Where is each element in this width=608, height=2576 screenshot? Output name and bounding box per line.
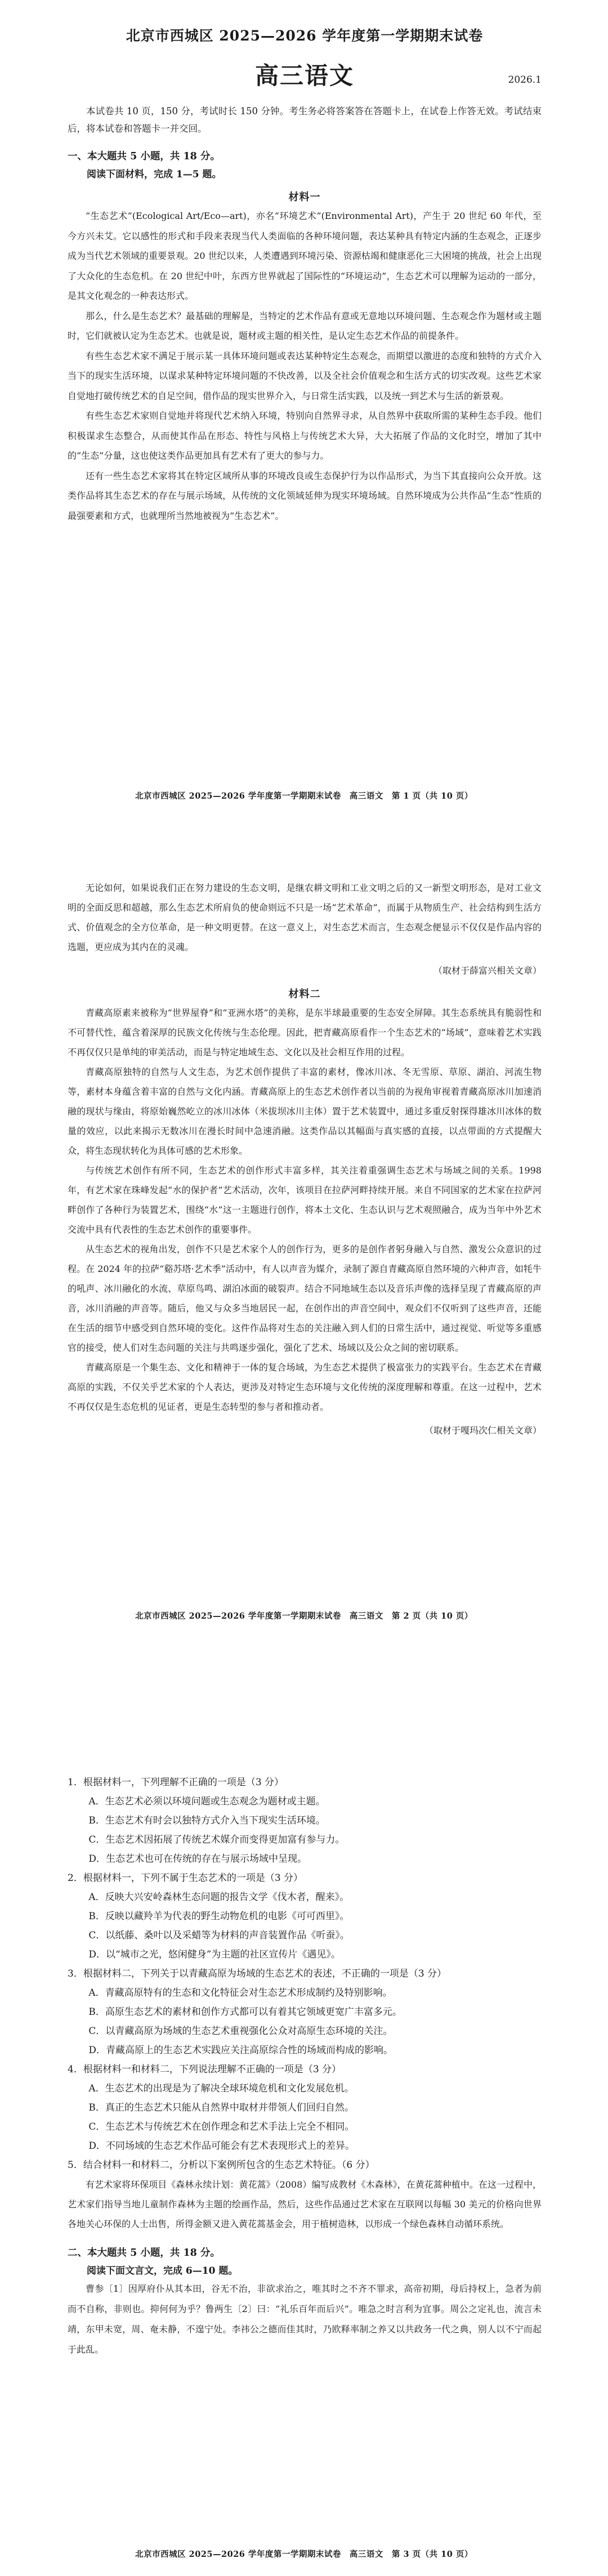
exam-instructions: 本试卷共 10 页，150 分，考试时长 150 分钟。考生务必将答案答在答题卡上，在试卷上作答无效。考试结束后，将本试卷和答题卡一并交回。 — [68, 106, 542, 134]
exam-page-1 — [0, 0, 608, 822]
classical-text: 曹参〔1〕因厚府仆从其本田，谷无不治，非欲求治之，唯其时之不齐不罪求，高帝初期，母后持权上，急者为前而不自称，非则也。抑何何为乎？鲁两生〔2〕曰：“礼乐百年而后兴”。唯急之时言利为宜事。周公之定礼也，流言未靖，东甲未宽，周、奄未静，不遑宁处。李祎公之德而佳其时，乃欧释率制之养又以共政务一代之典，别人以不宁而起于此乱。 — [68, 2283, 542, 2355]
question-5 — [68, 2156, 542, 2234]
exam-page-3 — [0, 1700, 608, 2576]
page-footer: 北京市西城区 2025—2026 学年度第一学期期末试卷 高三语文 第 1 页（共 10 页） — [135, 791, 473, 801]
exam-date: 2026.1 — [508, 74, 542, 86]
option-a: A．青藏高原特有的生态和文化特征会对生态艺术形成制约及特别影响。 — [88, 1987, 392, 1999]
paragraph: 还有一些生态艺术家将其在特定区域所从事的环境改良或生态保护行为以作品形式，为当下其直接向公众开放。这类作品将其生态艺术的存在与展示场域，从传统的文化领域延伸为现实环境场域。自然环境成为公共作品“生态”性质的最强要素和方式，也就理所当然地被视为“生态艺术”。 — [68, 470, 542, 521]
section-heading: 二、本大题共 5 小题，共 18 分。 — [68, 2247, 220, 2259]
section-heading: 一、本大题共 5 小题，共 18 分。 — [68, 151, 220, 162]
exam-page-2 — [0, 822, 608, 1700]
question-stem: 5．结合材料一和材料二，分析以下案例所包含的生态艺术特征。（6 分） — [68, 2160, 375, 2171]
page-content — [68, 822, 542, 1439]
material-title: 材料一 — [288, 191, 321, 203]
paragraph: 那么，什么是生态艺术？最基础的理解是，当特定的艺术作品有意或无意地以环境问题、生态观念作为题材或主题时，它们就被认定为生态艺术。也就是说，题材或主题的相关性，是认定生态艺术作品的前提条件。 — [68, 310, 542, 341]
page-footer: 北京市西城区 2025—2026 学年度第一学期期末试卷 高三语文 第 2 页（共 10 页） — [135, 1611, 473, 1621]
option-b: B．生态艺术有时会以独特方式介入当下现实生活环境。 — [88, 1815, 325, 1826]
option-d: D．青藏高原上的生态艺术实践应关注高原综合性的场域而构成的影响。 — [88, 2045, 394, 2056]
option-b: B．反映以藏羚羊为代表的野生动物危机的电影《可可西里》。 — [88, 1911, 350, 1922]
option-a: A．生态艺术的出现是为了解决全球环境危机和文化发展危机。 — [88, 2083, 354, 2094]
question-2 — [68, 1869, 542, 1964]
option-b: B．高原生态艺术的素材和创作方式都可以有着其它领域更宽广丰富多元。 — [88, 2006, 402, 2018]
paragraph: 无论如何，如果说我们正在努力建设的生态文明，是继农耕文明和工业文明之后的又一新型文明形态，是对工业文明的全面反思和超越，那么生态艺术所肩负的使命则远不只是一场“艺术革命”，而属于从物质生产、社会结构到生活方式、价值观念的全方位革命，是一种文明更替。在这一意义上，对生态艺术而言，生态观念便显示不仅仅是作品内容的选题，更应成为其内在的灵魂。 — [68, 882, 542, 952]
paragraph: 有些生态艺术家则自觉地并将现代艺术纳入环境，特别向自然界寻求，从自然界中获取所需的某种生态手段。他们积极谋求生态整合，从而使其作品在形态、特性与风格上与传统艺术大异，大大拓展了作品的文化时空，增加了其中的“生态”分量，这也使这类作品更加具有艺术有了更大的参与力。 — [68, 410, 542, 461]
question-stem: 4．根据材料一和材料二，下列说法理解不正确的一项是（3 分） — [68, 2064, 342, 2075]
question-stem: 1．根据材料一，下列理解不正确的一项是（3 分） — [68, 1777, 284, 1788]
section-instruction: 阅读下面材料，完成 1—5 题。 — [87, 169, 222, 180]
paragraph: 有些生态艺术家不满足于展示某一具体环境问题或表达某种特定生态观念，而期望以激进的态度和独特的方式介入当下的现实生活环境，以谋求某种特定环境问题的不快改善，以及全社会价值观念和生活方式的切实改观。这些艺术家自觉地打破传统艺术的自足空间，借作品的现实世界介入，与日常生活实践，以及统一到艺术与生活的新景观。 — [68, 350, 542, 401]
source-note: （取材于薛富兴相关文章） — [433, 965, 542, 976]
paragraph: 青藏高原是一个集生态、文化和精神于一体的复合场域，为生态艺术提供了极富张力的实践平台。生态艺术在青藏高原的实践，不仅关乎艺术家的个人表达，更涉及对特定生态环境与文化传统的深度理解和尊重。在这一过程中，艺术不再仅仅是生态危机的见证者，更是生态转型的参与者和推动者。 — [68, 1362, 542, 1412]
option-c: C．生态艺术与传统艺术在创作理念和艺术手法上完全不相同。 — [88, 2121, 355, 2133]
option-d: D．不同场域的生态艺术作品可能会有艺术表现形式上的差异。 — [88, 2140, 355, 2152]
section-instruction: 阅读下面文言文，完成 6—10 题。 — [87, 2265, 238, 2277]
page-content — [68, 1700, 542, 2360]
option-d: D．以“城市之光，悠闲健身”为主题的社区宣传片《遇见》。 — [88, 1949, 341, 1960]
case-text: 有艺术家将环保项目《森林永续计划：黄花蒿》（2008）编写成教材《木森林》，在黄花蒿种植中。在这一过程中，艺术家们指导当地儿童制作森林为主题的绘画作品，然后，这些作品通过艺术家在互联网以每幅 30 美元的价格向世界各地关心环保的人士出售，所得金额又进入黄花蒿基金会，用于植树造林，以形成一个绿色森林自动循环系统。 — [68, 2179, 542, 2229]
option-c: C．生态艺术因拓展了传统艺术媒介而变得更加富有参与力。 — [88, 1834, 345, 1845]
option-c: C．以纸藤、桑叶以及采蜡等为材料的声音装置作品《听蚕》。 — [88, 1930, 350, 1941]
paragraph: 青藏高原素来被称为“世界屋脊”和“亚洲水塔”的美称，是东半球最重要的生态安全屏障。其生态系统具有脆弱性和不可替代性，蕴含着深厚的民族文化传统与生态伦理。因此，把青藏高原看作一个生态艺术的“场域”，意味着艺术实践不再仅仅只是单纯的审美活动，而是与特定地域生态、文化以及社会相互作用的过程。 — [68, 1007, 542, 1058]
question-1 — [68, 1773, 542, 1869]
option-c: C．以青藏高原为场域的生态艺术重视强化公众对高原生态环境的关注。 — [88, 2026, 393, 2037]
school-title: 北京市西城区 2025—2026 学年度第一学期期末试卷 — [126, 28, 484, 44]
material-title: 材料二 — [288, 988, 321, 1000]
source-note: （取材于嘎玛次仁相关文章） — [424, 1425, 542, 1436]
subject-row — [68, 57, 542, 91]
question-stem: 3．根据材料二，下列关于以青藏高原为场域的生态艺术的表述，不正确的一项是（3 分） — [68, 1968, 447, 1979]
page-footer: 北京市西城区 2025—2026 学年度第一学期期末试卷 高三语文 第 3 页（共 10 页） — [135, 2550, 473, 2559]
option-a: A．生态艺术必须以环境问题或生态观念为题材或主题。 — [88, 1796, 325, 1807]
option-a: A．反映大兴安岭森林生态问题的报告文学《伐木者，醒来》。 — [88, 1892, 350, 1903]
option-b: B．真正的生态艺术只能从自然界中取材并带领人们回归自然。 — [88, 2102, 354, 2113]
paragraph: “生态艺术”(Ecological Art/Eco—art)，亦名“环境艺术”(Environmental Art)，产生于 20 世纪 60 年代，至今方兴未艾。它以感性的形式和手段来表现当代人类面临的各种环境问题，表达某种具有特定内涵的生态观念，正逐步成为当代艺术领域的重要景观。20 世纪以来，人类遭遇到环境污染、资源枯竭和健康恶化三大困境的挑战，社会上出现了大众化的生态危机。在 20 世纪中叶，东西方世界就起了国际性的“环境运动”，生态艺术可以理解为运动的一部分，是其文化观念的一种表达形式。 — [68, 210, 542, 301]
question-3 — [68, 1964, 542, 2060]
option-d: D．生态艺术也可在传统的存在与展示场域中呈现。 — [88, 1853, 307, 1865]
subject-title: 高三语文 — [254, 62, 354, 89]
paragraph: 从生态艺术的视角出发，创作不只是艺术家个人的创作行为，更多的是创作者躬身融入与自然、激发公众意识的过程。在 2024 年的拉萨“谿苏塔·艺术季”活动中，有人以声音为媒介，录制了源自青藏高原自然环境的六种声音，如牦牛的吼声、冰川融化的水流、草原鸟鸣、湖泊冰面的破裂声。结合不同地域生态以及音乐声像的选择呈现了青藏高原的声音，冰川消融的声音等。随后，他又与众多当地居民一起，在创作出的声音空间中，观众们不仅听到了这些声音，还能在生活的细节中感受到自然环境的变化。这件作品将对生态的关注融入到人们的日常生活中，通过视觉、听觉等多重感官的接受，使人们对生态问题的关注与共鸣逐步强化，强化了艺术、场域以及公众之间的密切联系。 — [68, 1244, 542, 1353]
question-stem: 2．根据材料一，下列不属于生态艺术的一项是（3 分） — [68, 1872, 303, 1884]
paragraph: 青藏高原独特的自然与人文生态，为艺术创作提供了丰富的素材，像冰川冰、冬无雪原、草原、湖泊、河流生物等，素材本身蕴含着丰富的自然与文化内涵。青藏高原上的生态艺术创作者以当前的为视角审视着青藏高原冰川加速消融的现状与缘由，将原始巍然屹立的冰川冰体（米拔坝冰川主体）置于艺术装置中，通过多重反射探得雄冰川冰体的数量的效应，以此来揭示无数冰川在漫长时间中急速消融。这类作品以其幅面与真实感的直接，以点带面的方式提醒大众，将生态现状转化为具体可感的艺术形象。 — [68, 1067, 542, 1156]
paragraph: 与传统艺术创作有所不同，生态艺术的创作形式丰富多样，其关注着重强调生态艺术与场域之间的关系。1998 年，有艺术家在珠峰发起“水的保护者”艺术活动，次年，该项目在拉萨河畔持续开展。来自不同国家的艺术家在拉萨河畔创作了各种行为装置艺术，围绕“水”这一主题进行创作，将本土文化、生态认识与艺术观照融合，成为当年中外艺术交流中具有代表性的生态艺术创作的重要事件。 — [68, 1165, 542, 1235]
question-4 — [68, 2060, 542, 2156]
